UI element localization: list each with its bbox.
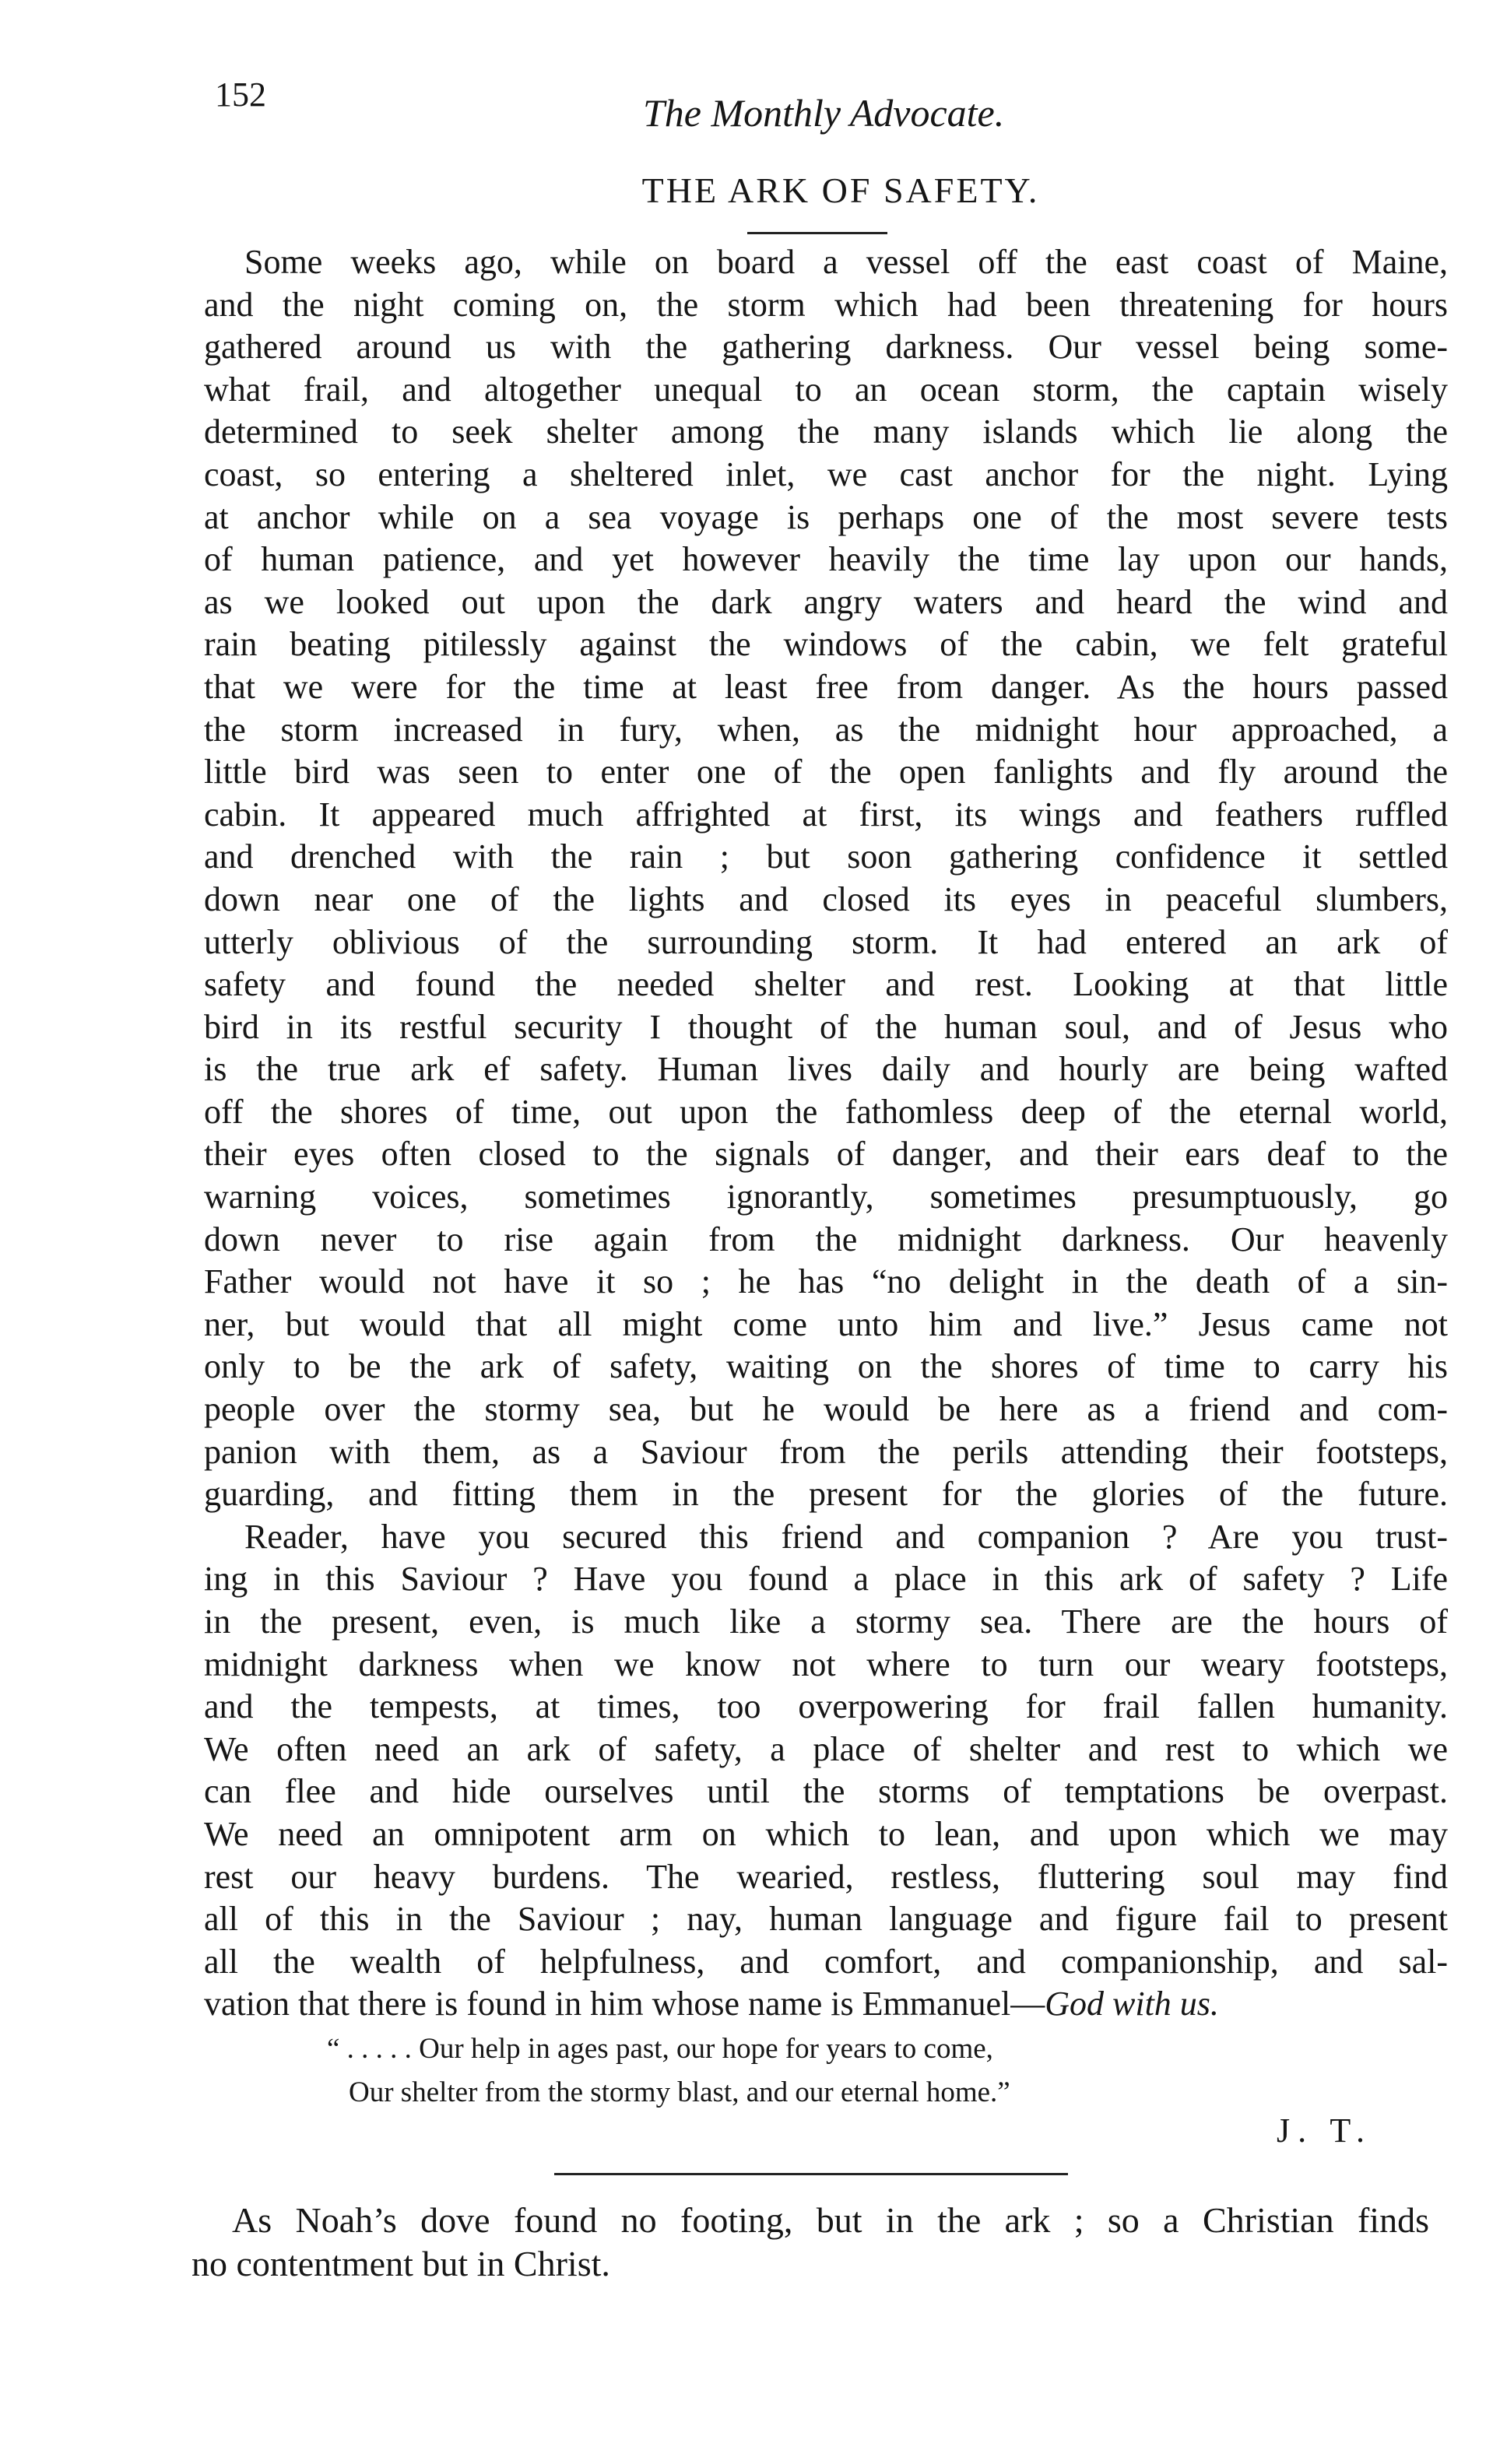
text-line: warning voices, sometimes ignorantly, sometimes presumptuously, go: [204, 1178, 1448, 1216]
text-line: the storm increased in fury, when, as the midnight hour approached, a: [204, 710, 1448, 749]
article-title: THE ARK OF SAFETY.: [641, 170, 1040, 210]
paragraph-2: [204, 1516, 1448, 1984]
closing-note-line-2: no contentment but in Christ.: [191, 2244, 610, 2283]
hymn-quote: [327, 2027, 1010, 2115]
text-line: what frail, and altogether unequal to an ocean storm, the captain wisely: [204, 370, 1448, 409]
text-line: We often need an ark of safety, a place of shelter and rest to which we: [204, 1729, 1448, 1768]
text-line: people over the stormy sea, but he would be here as a friend and com-: [204, 1390, 1448, 1429]
text-line: their eyes often closed to the signals of danger, and their ears deaf to the: [204, 1135, 1448, 1174]
paragraph-2-final-line: [204, 1983, 1448, 2026]
closing-note-line-1: As Noah’s dove found no footing, but in the ark ; so a Christian finds: [232, 2200, 1429, 2240]
text-line: ing in this Saviour ? Have you found a place in this ark of safety ? Life: [204, 1560, 1448, 1599]
text-line: in the present, even, is much like a stormy sea. There are the hours of: [204, 1602, 1448, 1641]
page-number: 152: [215, 75, 266, 114]
text-line: all of this in the Saviour ; nay, human language and figure fail to present: [204, 1900, 1448, 1939]
running-title: The Monthly Advocate.: [643, 91, 1005, 135]
paragraph-2-final-text: vation that there is found in him whose name is Emmanuel—: [204, 1985, 1045, 2023]
text-line: as we looked out upon the dark angry waters and heard the wind and: [204, 582, 1448, 621]
text-line: ner, but would that all might come unto him and live.” Jesus came not: [204, 1304, 1448, 1343]
section-divider: [554, 2173, 1068, 2175]
text-line: Reader, have you secured this friend and companion ? Are you trust-: [244, 1517, 1448, 1556]
closing-note: [191, 2199, 1429, 2286]
text-line: coast, so entering a sheltered inlet, we cast anchor for the night. Lying: [204, 455, 1448, 493]
text-line: We need an omnipotent arm on which to lean, and upon which we may: [204, 1814, 1448, 1853]
text-line: guarding, and fitting them in the present for the glories of the future.: [204, 1475, 1448, 1514]
paragraph-2-final-italic: God with us.: [1045, 1985, 1219, 2023]
text-line: rain beating pitilessly against the windows of the cabin, we felt grateful: [204, 625, 1448, 664]
text-line: panion with them, as a Saviour from the perils attending their footsteps,: [204, 1432, 1448, 1471]
text-line: gathered around us with the gathering darkness. Our vessel being some-: [204, 328, 1448, 367]
text-line: utterly oblivious of the surrounding storm. It had entered an ark of: [204, 922, 1448, 961]
text-line: down near one of the lights and closed its eyes in peaceful slumbers,: [204, 879, 1448, 918]
text-line: of human patience, and yet however heavily the time lay upon our hands,: [204, 540, 1448, 579]
text-line: rest our heavy burdens. The wearied, restless, fluttering soul may find: [204, 1857, 1448, 1896]
text-line: bird in its restful security I thought of the human soul, and of Jesus who: [204, 1007, 1448, 1046]
text-line: at anchor while on a sea voyage is perhaps one of the most severe tests: [204, 497, 1448, 536]
text-line: only to be the ark of safety, waiting on the shores of time to carry his: [204, 1347, 1448, 1386]
text-line: and drenched with the rain ; but soon gathering confidence it settled: [204, 837, 1448, 876]
text-line: little bird was seen to enter one of the open fanlights and fly around the: [204, 753, 1448, 791]
text-line: Father would not have it so ; he has “no delight in the death of a sin-: [204, 1262, 1448, 1301]
text-line: Some weeks ago, while on board a vessel off the east coast of Maine,: [244, 243, 1448, 281]
title-rule: [747, 232, 887, 234]
text-line: cabin. It appeared much affrighted at first, its wings and feathers ruffled: [204, 795, 1448, 834]
text-line: that we were for the time at least free from danger. As the hours passed: [204, 667, 1448, 706]
text-line: all the wealth of helpfulness, and comfort, and companionship, and sal-: [204, 1942, 1448, 1981]
text-line: and the night coming on, the storm which had been threatening for hours: [204, 285, 1448, 324]
text-line: is the true ark ef safety. Human lives daily and hourly are being wafted: [204, 1050, 1448, 1089]
text-line: and the tempests, at times, too overpowering for frail fallen humanity.: [204, 1687, 1448, 1726]
text-line: safety and found the needed shelter and rest. Looking at that little: [204, 965, 1448, 1004]
hymn-line-2: Our shelter from the stormy blast, and our eternal home.”: [349, 2076, 1010, 2108]
text-line: off the shores of time, out upon the fathomless deep of the eternal world,: [204, 1092, 1448, 1131]
hymn-line-1: “ . . . . . Our help in ages past, our hope for years to come,: [327, 2033, 993, 2065]
paragraph-1: [204, 241, 1448, 1516]
article-body: [204, 241, 1448, 2026]
text-line: midnight darkness when we know not where to turn our weary footsteps,: [204, 1644, 1448, 1683]
text-line: can flee and hide ourselves until the storms of temptations be overpast.: [204, 1772, 1448, 1811]
text-line: determined to seek shelter among the many islands which lie along the: [204, 412, 1448, 451]
text-line: down never to rise again from the midnight darkness. Our heavenly: [204, 1220, 1448, 1258]
author-signature: J. T.: [1277, 2111, 1372, 2150]
